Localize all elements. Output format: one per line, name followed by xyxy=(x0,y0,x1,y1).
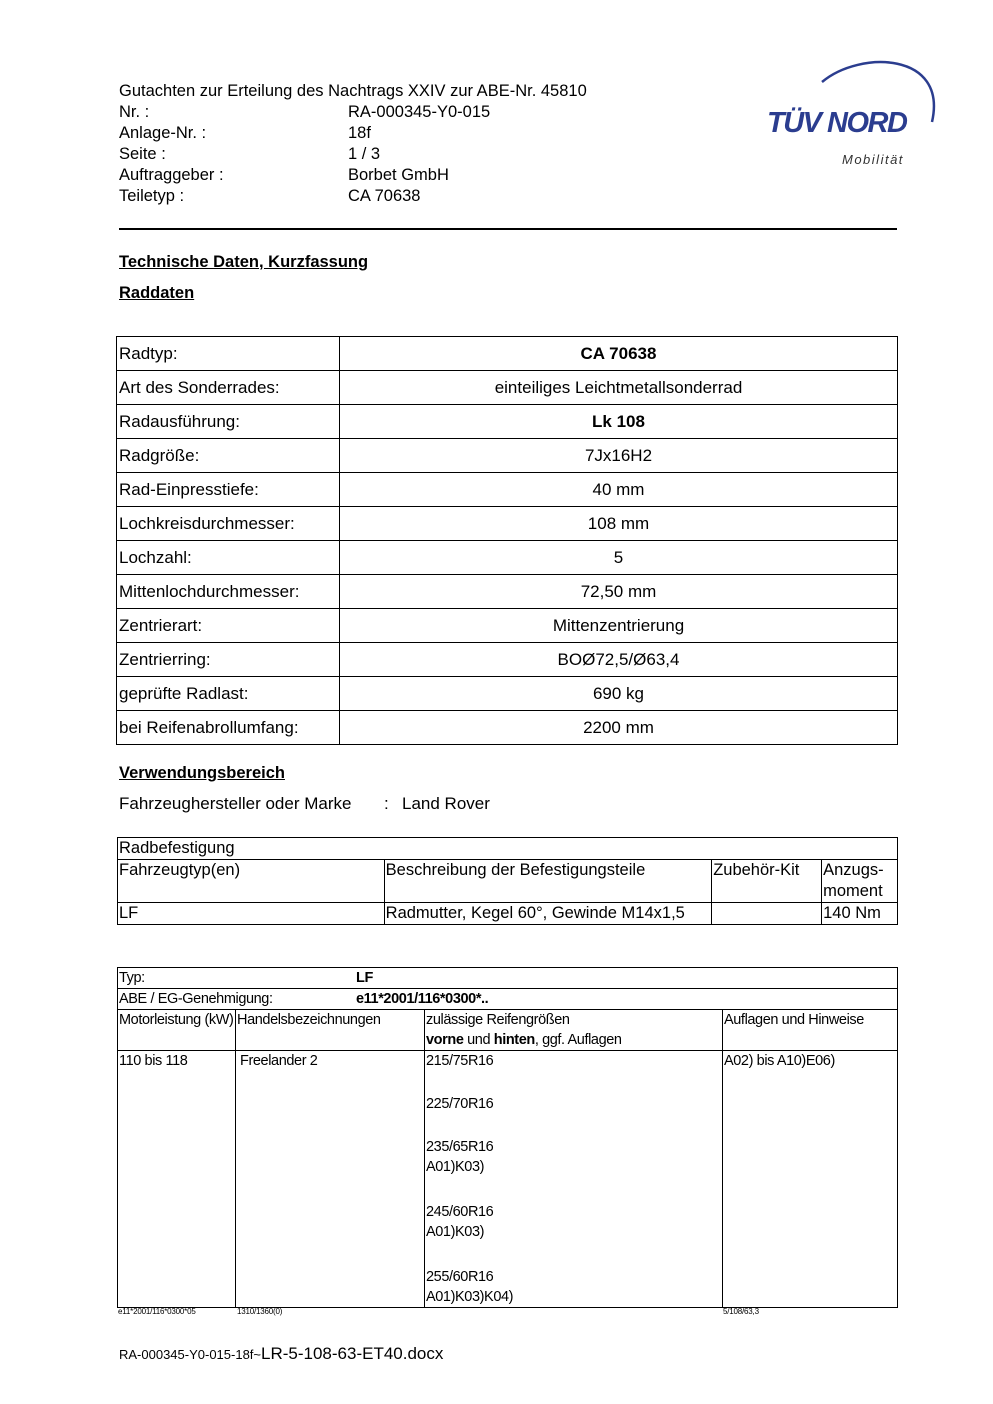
raddaten-row xyxy=(117,711,898,745)
raddaten-label: Radausführung: xyxy=(117,405,340,439)
manufacturer-separator: : xyxy=(384,794,389,813)
tyre-entry xyxy=(426,1267,721,1307)
raddaten-label: Radtyp: xyxy=(117,337,340,371)
tyre-entry xyxy=(426,1137,721,1177)
manufacturer-value: Land Rover xyxy=(402,794,490,813)
raddaten-value: Mittenzentrierung xyxy=(340,609,898,643)
vehicle-type-table xyxy=(117,967,898,1308)
raddaten-row xyxy=(117,575,898,609)
header-title: Gutachten zur Erteilung des Nachtrags XXIV zur ABE-Nr. 45810 xyxy=(119,82,587,100)
header-motorleistung: Motorleistung (kW) xyxy=(118,1010,236,1051)
raddaten-label: Zentrierring: xyxy=(117,643,340,677)
header-reifen-line1: zulässige Reifengrößen xyxy=(426,1012,570,1028)
tyre-size: 245/60R16 xyxy=(426,1204,494,1220)
manufacturer-label: Fahrzeughersteller oder Marke xyxy=(119,794,352,813)
raddaten-value: 72,50 mm xyxy=(340,575,898,609)
abe-label: ABE / EG-Genehmigung: xyxy=(119,991,273,1007)
footnote-left: e11*2001/116*0300*05 xyxy=(118,1307,196,1316)
raddaten-label: Zentrierart: xyxy=(117,609,340,643)
raddaten-row xyxy=(117,405,898,439)
befestigung-header-row xyxy=(118,860,898,903)
section-title: Technische Daten, Kurzfassung xyxy=(119,253,369,271)
raddaten-label: Mittenlochdurchmesser: xyxy=(117,575,340,609)
header-value-teiletyp: CA 70638 xyxy=(348,187,421,205)
header-reifen-line2 xyxy=(426,1030,721,1050)
section-subtitle: Raddaten xyxy=(119,284,195,302)
befestigung-data-row xyxy=(118,903,898,925)
verwendung-title: Verwendungsbereich xyxy=(119,764,285,782)
header-und: und xyxy=(463,1032,494,1048)
tuv-nord-logo xyxy=(760,56,945,171)
befestigung-header-kit: Zubehör-Kit xyxy=(712,860,822,903)
raddaten-value: BOØ72,5/Ø63,4 xyxy=(340,643,898,677)
header-vorne: vorne xyxy=(426,1032,464,1048)
tyre-note: A01)K03)K04) xyxy=(426,1289,514,1305)
befestigung-header-moment: Anzugs-moment xyxy=(822,860,898,903)
befestigung-table xyxy=(117,837,898,925)
befestigung-title-row xyxy=(118,838,898,860)
typ-header-row xyxy=(118,1010,898,1051)
befestigung-kit xyxy=(712,903,822,925)
footer-large: LR-5-108-63-ET40.docx xyxy=(261,1344,444,1363)
tyre-note: A01)K03) xyxy=(426,1159,485,1175)
raddaten-row xyxy=(117,643,898,677)
raddaten-label: Lochkreisdurchmesser: xyxy=(117,507,340,541)
raddaten-row xyxy=(117,677,898,711)
footnote-mid: 1310/1360(0) xyxy=(237,1307,283,1316)
typ-data-row xyxy=(118,1051,898,1308)
befestigung-header-typ: Fahrzeugtyp(en) xyxy=(118,860,385,903)
tyre-size: 235/65R16 xyxy=(426,1139,494,1155)
header-label-anlage: Anlage-Nr. : xyxy=(119,124,207,142)
logo-name: TÜV NORD xyxy=(767,107,907,139)
motor-value: 110 bis 118 xyxy=(118,1051,236,1308)
raddaten-value: Lk 108 xyxy=(340,405,898,439)
header-value-anlage: 18f xyxy=(348,124,371,142)
raddaten-label: Rad-Einpresstiefe: xyxy=(117,473,340,507)
header-auflagen-hinweise: Auflagen und Hinweise xyxy=(723,1010,898,1051)
tyre-size: 255/60R16 xyxy=(426,1269,494,1285)
raddaten-value: 40 mm xyxy=(340,473,898,507)
header-divider xyxy=(119,228,897,230)
header-label-auftraggeber: Auftraggeber : xyxy=(119,166,224,184)
header-reifengroessen xyxy=(425,1010,723,1051)
raddaten-row xyxy=(117,609,898,643)
tyre-entry xyxy=(426,1094,721,1114)
raddaten-label: bei Reifenabrollumfang: xyxy=(117,711,340,745)
header-auflagen-suffix: , ggf. Auflagen xyxy=(534,1032,622,1048)
footer-filename xyxy=(119,1344,443,1364)
typ-value: LF xyxy=(356,970,373,986)
befestigung-moment: 140 Nm xyxy=(822,903,898,925)
header-handelsbezeichnungen: Handelsbezeichnungen xyxy=(236,1010,425,1051)
raddaten-label: geprüfte Radlast: xyxy=(117,677,340,711)
raddaten-value: 7Jx16H2 xyxy=(340,439,898,473)
typ-label: Typ: xyxy=(119,970,145,986)
raddaten-row xyxy=(117,337,898,371)
befestigung-title: Radbefestigung xyxy=(118,838,898,860)
raddaten-value: CA 70638 xyxy=(340,337,898,371)
raddaten-table xyxy=(116,336,898,745)
logo-sub: Mobilität xyxy=(842,152,904,167)
tyre-entry xyxy=(426,1051,721,1071)
footnote-right: 5/108/63,3 xyxy=(723,1307,759,1316)
header-label-seite: Seite : xyxy=(119,145,166,163)
befestigung-header-beschreibung: Beschreibung der Befestigungsteile xyxy=(384,860,712,903)
raddaten-value: 108 mm xyxy=(340,507,898,541)
raddaten-row xyxy=(117,507,898,541)
raddaten-value: 2200 mm xyxy=(340,711,898,745)
raddaten-value: einteiliges Leichtmetallsonderrad xyxy=(340,371,898,405)
raddaten-label: Art des Sonderrades: xyxy=(117,371,340,405)
header-label-nr: Nr. : xyxy=(119,103,150,121)
raddaten-row xyxy=(117,541,898,575)
tyre-list xyxy=(425,1051,723,1308)
raddaten-label: Lochzahl: xyxy=(117,541,340,575)
header-value-auftraggeber: Borbet GmbH xyxy=(348,166,449,184)
footer-small: RA-000345-Y0-015-18f~ xyxy=(119,1347,262,1362)
typ-row xyxy=(118,968,898,989)
abe-row xyxy=(118,989,898,1010)
raddaten-row xyxy=(117,439,898,473)
header-hinten: hinten xyxy=(493,1032,535,1048)
tyre-entry xyxy=(426,1202,721,1242)
header-value-nr: RA-000345-Y0-015 xyxy=(348,103,491,121)
raddaten-row xyxy=(117,473,898,507)
handel-value: Freelander 2 xyxy=(236,1051,425,1308)
raddaten-value: 5 xyxy=(340,541,898,575)
abe-value: e11*2001/116*0300*.. xyxy=(356,991,489,1007)
header-label-teiletyp: Teiletyp : xyxy=(119,187,185,205)
tyre-size: 215/75R16 xyxy=(426,1053,494,1069)
befestigung-beschreibung: Radmutter, Kegel 60°, Gewinde M14x1,5 xyxy=(384,903,712,925)
tyre-size: 225/70R16 xyxy=(426,1096,494,1112)
header-value-seite: 1 / 3 xyxy=(348,145,381,163)
raddaten-value: 690 kg xyxy=(340,677,898,711)
tyre-note: A01)K03) xyxy=(426,1224,485,1240)
raddaten-label: Radgröße: xyxy=(117,439,340,473)
befestigung-typ: LF xyxy=(118,903,385,925)
raddaten-row xyxy=(117,371,898,405)
auflagen-value: A02) bis A10)E06) xyxy=(723,1051,898,1308)
